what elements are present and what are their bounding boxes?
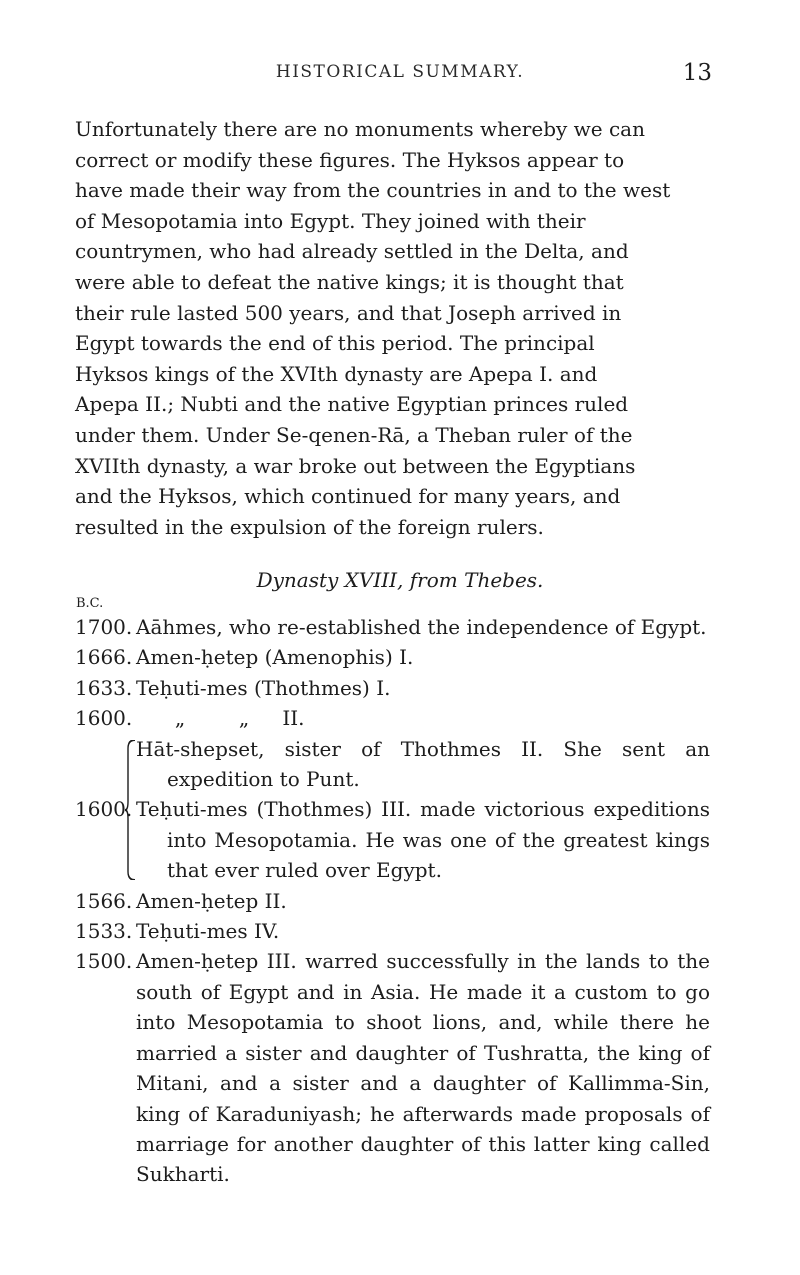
paragraph-line: Egypt towards the end of this period. The principal [75, 331, 595, 356]
paragraph-line: and the Hyksos, which continued for many years, and [75, 484, 621, 509]
chronology-entry [75, 916, 710, 946]
paragraph-line: correct or modify these figures. The Hyksos appear to [75, 147, 625, 172]
chronology-entry [75, 612, 710, 642]
entry-suffix: II. [282, 706, 305, 731]
bracketed-item: Hāt-shepset, sister of Thothmes II. She sent an expedition to Punt. [136, 736, 710, 792]
dynasty-heading: Dynasty XVIII, from Thebes. [256, 568, 544, 592]
entry-year: 1600. [75, 797, 133, 822]
paragraph-line: Hyksos kings of the XVIth dynasty are Apepa I. and [75, 361, 598, 386]
ditto-mark: „ [238, 706, 250, 731]
entry-text: Teḥuti-mes (Thothmes) I. [136, 675, 391, 700]
entry-year: 1533. [75, 919, 133, 944]
entry-year: 1633. [75, 675, 133, 700]
running-head: HISTORICAL SUMMARY. [275, 62, 525, 82]
entry-text: Teḥuti-mes IV. [136, 919, 280, 944]
entry-text: Aāhmes, who re-established the independence of Egypt. [136, 615, 707, 639]
entry-year: 1700. [75, 615, 133, 639]
bracketed-entry-group [75, 734, 710, 886]
paragraph-line: under them. Under Se-qenen-Rā, a Theban ruler of the [75, 422, 633, 447]
bracketed-items [136, 734, 710, 886]
chronology-entry [75, 642, 710, 672]
chronology-entry [75, 886, 710, 916]
paragraph-line: Unfortunately there are no monuments whereby we can [75, 117, 645, 141]
paragraph-line: of Mesopotamia into Egypt. They joined with their [75, 208, 586, 233]
bc-label: B.C. [76, 596, 104, 611]
chronology-entry [75, 673, 710, 703]
entry-year: 1666. [75, 645, 133, 670]
paragraph-line: were able to defeat the native kings; it is thought that [75, 269, 624, 294]
entry-year: 1600. [75, 706, 133, 731]
entry-year: 1500. [75, 949, 133, 974]
paragraph-line: Apepa II.; Nubti and the native Egyptian princes ruled [75, 392, 629, 417]
intro-paragraph [75, 114, 707, 542]
bracketed-item: Teḥuti-mes (Thothmes) III. made victorious expeditions into Mesopotamia. He was one of the greatest kings that ever ruled over Egypt. [136, 797, 710, 883]
chronology-entry [75, 703, 710, 733]
paragraph-line: XVIIth dynasty, a war broke out between the Egyptians [75, 453, 636, 478]
entry-text: Amen-ḥetep III. warred successfully in the lands to the south of Egypt and in Asia. He made it a custom to go into Mesopotamia to shoot lions, and, while there he married a sister and daughter of Tushratta, the king of Mitani, and a sister and a daughter of Kallimma-Sin, king of Karaduniyash; he afterwards made proposals of marriage for another daughter of this latter king called Sukharti. [136, 949, 710, 1187]
curly-brace [125, 740, 136, 880]
paragraph-line: their rule lasted 500 years, and that Joseph arrived in [75, 300, 622, 325]
chronology-list [75, 612, 710, 1190]
page-header [0, 62, 800, 92]
entry-text: Amen-ḥetep (Amenophis) I. [136, 645, 414, 670]
paragraph-line: have made their way from the countries in and to the west [75, 178, 671, 203]
ditto-mark: „ [174, 706, 186, 731]
chronology-entry [75, 946, 710, 1189]
entry-text: Amen-ḥetep II. [136, 888, 287, 913]
paragraph-line: resulted in the expulsion of the foreign rulers. [75, 514, 544, 539]
entry-year: 1566. [75, 888, 133, 913]
paragraph-line: countrymen, who had already settled in the Delta, and [75, 239, 629, 264]
entry-text [136, 703, 710, 733]
page-number: 13 [682, 60, 712, 86]
